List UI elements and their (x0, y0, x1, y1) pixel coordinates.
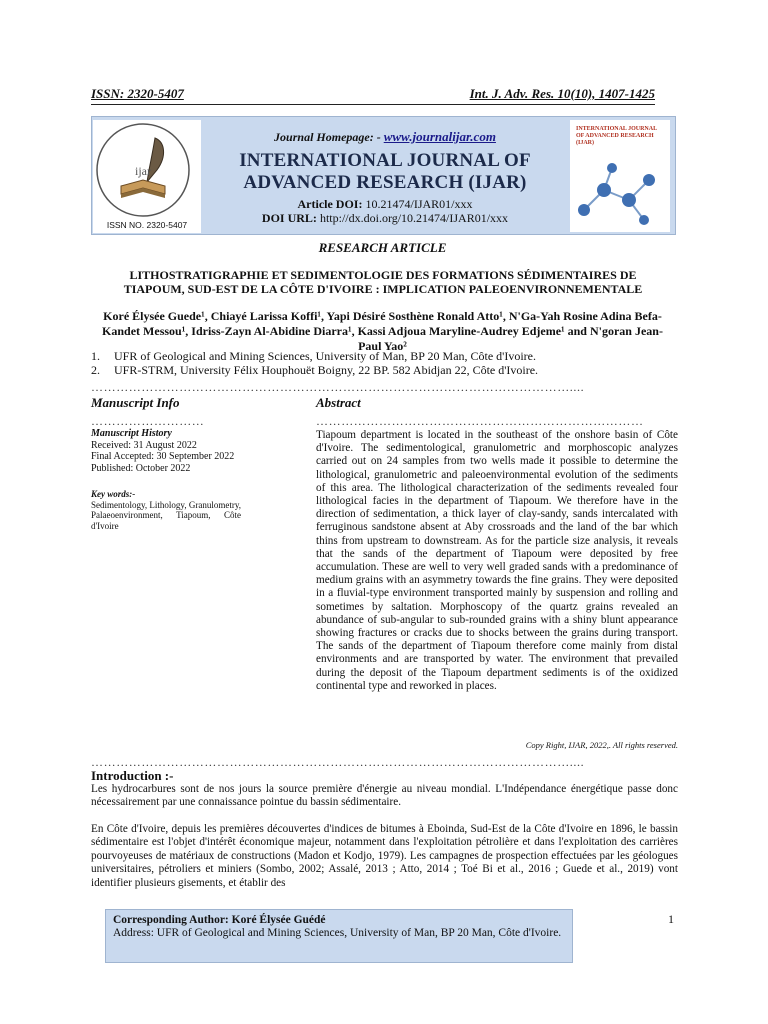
article-doi: 10.21474/IJAR01/xxx (365, 197, 473, 211)
copyright-notice: Copy Right, IJAR, 2022,. All rights reserved. (525, 740, 678, 750)
journal-homepage (200, 129, 570, 145)
logo-ijar-text: ijar (135, 164, 151, 178)
homepage-link[interactable]: www.journalijar.com (383, 129, 496, 144)
received-date: Received: 31 August 2022 (91, 439, 197, 451)
page-number: 1 (668, 912, 674, 926)
affiliations (91, 349, 674, 377)
intro-paragraph-1: Les hydrocarbures sont de nos jours la source première d'énergie au niveau mondial. L'Indépendance énergétique passe donc nécessairement par une connaissance pointue du bassin sédimentaire. (91, 783, 678, 809)
article-doi-label: Article DOI: (297, 197, 363, 211)
running-header (91, 86, 655, 105)
homepage-label: Journal Homepage: - (274, 130, 381, 144)
keywords-heading: Key words:- (91, 489, 136, 499)
article-type: RESEARCH ARTICLE (318, 240, 447, 255)
issn-label: ISSN: 2320-5407 (91, 86, 184, 101)
manuscript-history (91, 428, 261, 474)
article-title: LITHOSTRATIGRAPHIE ET SEDIMENTOLOGIE DES FORMATIONS SÉDIMENTAIRES DE TIAPOUM, SUD-EST DE LA CÔTE D'IVOIRE : IMPLICATION PALEOENVIRONNEMENTALE (123, 268, 643, 296)
ijar-logo (93, 120, 201, 233)
manuscript-info-heading: Manuscript Info (91, 395, 180, 410)
logo-issn-text: ISSN NO. 2320-5407 (106, 220, 188, 230)
history-heading: Manuscript History (91, 428, 172, 439)
cover-title: INTERNATIONAL JOURNAL OF ADVANCED RESEARCH (IJAR) (576, 126, 657, 146)
corresponding-author-address: Address: UFR of Geological and Mining Sciences, University of Man, BP 20 Man, Côte d'Ivoire. (113, 927, 562, 939)
accepted-date: Final Accepted: 30 September 2022 (91, 451, 235, 462)
journal-title-line2: ADVANCED RESEARCH (IJAR) (243, 172, 527, 193)
abstract-text: Tiapoum department is located in the southeast of the onshore basin of Côte d'Ivoire. The sedimentological, granulometric and morphoscopic analyzes carried out on 24 samples from two wells made it possible to determine the lithological, granulometric and paleoenvironmental evolution of the sediments of this area. The lithological characterization of the sediments revealed four lithological facies in the department of Tiapoum. We therefore have in the direction of sedimentation, a thick layer of clay-sandy, sands intercalated with ferruginous sandstone absent at Aby crossroads and the land of the bar which thins from upstream to downstream. As for the particle size analysis, it reveals that the sands of the department of Tiapoum were deposited by free accumulation. These are well to very well graded sands with a predominance of medium grains with an asymmetry towards the fine grains. They were deposited in a fluvial-type environment transported mainly by suspension and rolling and sometimes by saltation. Morphoscopy of the quartz grains revealed an abundance of sub-angular to sub-rounded grains with a shiny blunt appearance showing fractures or cracks due to shocks between the grains during transport. The sands of the department of Tiapoum therefore come mainly from distal environments and are transported by water. The environment that prevailed during the deposit of the Tiapoum department sediments is of the oxidized continental type and reworked in places. (316, 429, 678, 692)
abstract-heading: Abstract (316, 395, 361, 410)
corresponding-author-name: Corresponding Author: Koré Élysée Guédé (113, 914, 326, 926)
corresponding-author-text (113, 914, 568, 940)
journal-title (200, 150, 570, 194)
dotted-separator: ……………………… (91, 414, 205, 428)
journal-cover-thumbnail (570, 120, 670, 232)
doi-block (200, 197, 570, 225)
published-date: Published: October 2022 (91, 462, 191, 474)
journal-title-line1: INTERNATIONAL JOURNAL OF (239, 150, 531, 171)
doi-url-label: DOI URL: (261, 211, 317, 225)
molecule-icon (574, 160, 666, 228)
introduction-heading: Introduction :- (91, 768, 174, 783)
author-list: Koré Élysée Guede¹, Chiayé Larissa Koffi¹, Yapi Désiré Sosthène Ronald Atto¹, N'Ga-Yah Rosine Adina Befa-Kandet Messou¹, Idriss-Zayn Al-Abidine Diarra¹, Kassi Adjoua Maryline-Audrey Edjeme¹ and N'goran Jean-Paul Yao² (102, 309, 663, 353)
dotted-separator: …………………………………………………………………………………………………….... (91, 755, 585, 769)
affiliation-item: 2. UFR-STRM, University Félix Houphouët Boigny, 22 BP. 582 Abidjan 22, Côte d'Ivoire. (91, 363, 539, 377)
keywords: Sedimentology, Lithology, Granulometry, Palaeoenvironment, Tiapoum, Côte d'Ivoire (91, 499, 241, 531)
dotted-separator: …………………………………………………………………… (316, 414, 644, 428)
dotted-separator: …………………………………………………………………………………………………….... (91, 380, 585, 394)
journal-citation: Int. J. Adv. Res. 10(10), 1407-1425 (469, 86, 655, 101)
intro-paragraph-2: En Côte d'Ivoire, depuis les premières découvertes d'indices de bitumes à Eboinda, Sud-Est de la Côte d'Ivoire en 1896, le bassin sédimentaire est l'objet d'intérêt économique majeur, notamment dans l'exploitation pétrolière et dans l'exploitation des carrières pourvoyeuses de matériaux de constructions (Madon et Kodjo, 1979). Les campagnes de prospection effectuées par les géologues universitaires, pétroliers et miniers (Sombo, 2002; Assalé, 2013 ; Atto, 2014 ; Toé Bi et al., 2016 ; Guede et al., 2019) vont identifier plusieurs gisements, et établir des (91, 823, 678, 889)
doi-url-link[interactable]: http://dx.doi.org/10.21474/IJAR01/xxx (319, 211, 509, 225)
affiliation-item: 1. UFR of Geological and Mining Sciences, University of Man, BP 20 Man, Côte d'Ivoire. (91, 349, 536, 363)
keywords-block (91, 489, 241, 531)
